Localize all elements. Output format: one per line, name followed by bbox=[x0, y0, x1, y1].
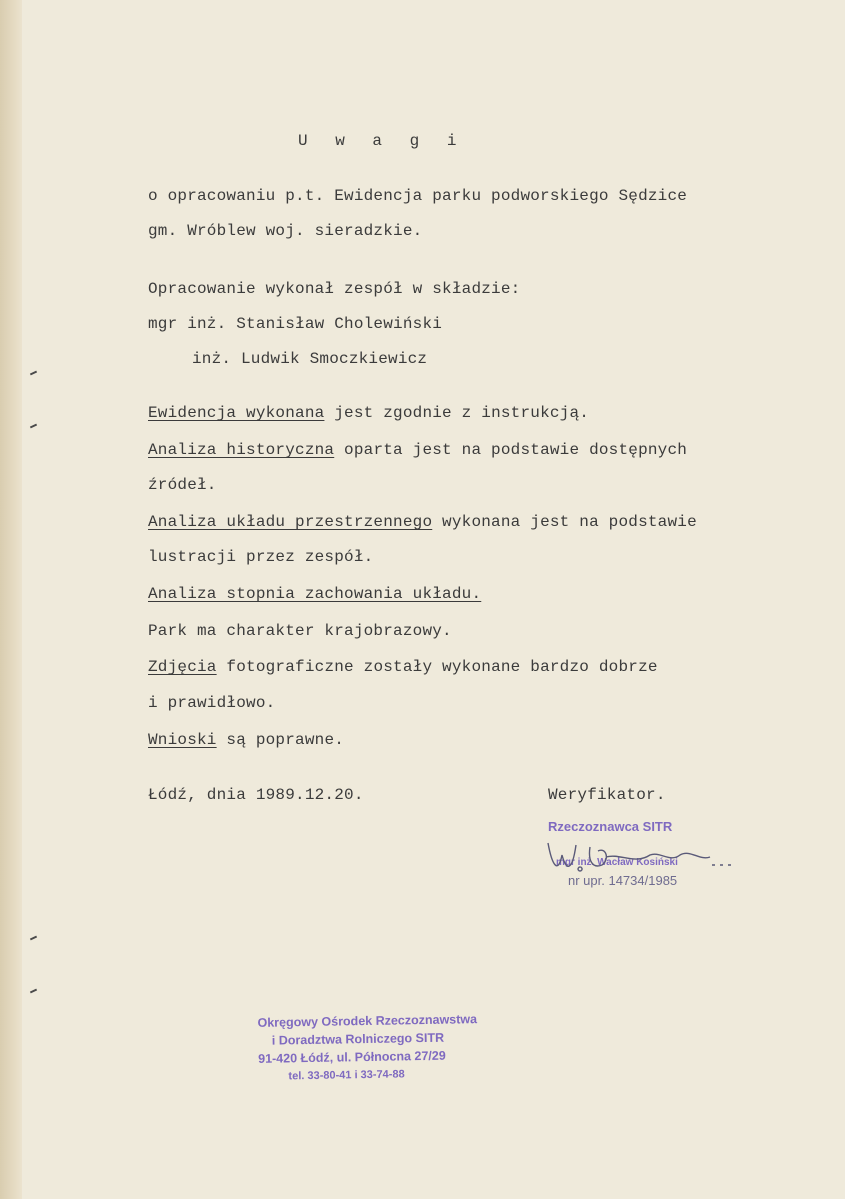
remark-3 bbox=[148, 513, 697, 531]
remark-1-text: jest zgodnie z instrukcją. bbox=[324, 404, 590, 422]
office-stamp-line-3: 91-420 Łódź, ul. Północna 27/29 bbox=[258, 1048, 446, 1066]
team-member-1: mgr inż. Stanisław Cholewiński bbox=[148, 315, 443, 333]
remark-7 bbox=[148, 731, 344, 749]
remark-3-heading: Analiza układu przestrzennego bbox=[148, 513, 433, 531]
remark-7-heading: Wnioski bbox=[148, 731, 217, 749]
subject-line-2: gm. Wróblew woj. sieradzkie. bbox=[148, 222, 423, 240]
margin-mark bbox=[30, 989, 37, 994]
remark-2 bbox=[148, 441, 687, 459]
office-stamp bbox=[257, 1010, 478, 1086]
remark-6-continuation: i prawidłowo. bbox=[148, 694, 276, 712]
remark-1-heading: Ewidencja wykonana bbox=[148, 404, 325, 422]
remark-2-continuation: źródeł. bbox=[148, 476, 217, 494]
remark-5: Park ma charakter krajobrazowy. bbox=[148, 622, 452, 640]
signature bbox=[540, 825, 760, 885]
margin-mark bbox=[30, 371, 37, 376]
remark-3-continuation: lustracji przez zespół. bbox=[148, 548, 374, 566]
office-stamp-line-1: Okręgowy Ośrodek Rzeczoznawstwa bbox=[257, 1012, 478, 1030]
office-stamp-line-2: i Doradztwa Rolniczego SITR bbox=[271, 1030, 445, 1048]
remark-2-text: oparta jest na podstawie dostępnych bbox=[334, 441, 688, 459]
remark-1 bbox=[148, 404, 589, 422]
margin-mark bbox=[30, 424, 37, 429]
remark-2-heading: Analiza historyczna bbox=[148, 441, 335, 459]
verifier-stamp-line-2: mgr inż. Wacław Kosiński bbox=[556, 857, 678, 868]
document-title: U w a g i bbox=[298, 132, 466, 150]
office-stamp-line-4: tel. 33-80-41 i 33-74-88 bbox=[288, 1068, 405, 1083]
verifier-label: Weryfikator. bbox=[548, 786, 666, 804]
remark-4 bbox=[148, 585, 481, 603]
page-left-edge bbox=[0, 0, 22, 1199]
subject-line-1: o opracowaniu p.t. Ewidencja parku podworskiego Sędzice bbox=[148, 187, 688, 205]
remark-7-text: są poprawne. bbox=[216, 731, 345, 749]
remark-6-heading: Zdjęcia bbox=[148, 658, 217, 676]
place-date: Łódź, dnia 1989.12.20. bbox=[148, 786, 364, 804]
margin-mark bbox=[30, 936, 37, 941]
verifier-stamp-line-1: Rzeczoznawca SITR bbox=[548, 819, 673, 834]
remark-6-text: fotograficzne zostały wykonane bardzo dobrze bbox=[216, 658, 658, 676]
verifier-stamp-line-3: nr upr. 14734/1985 bbox=[568, 873, 678, 888]
remark-4-heading: Analiza stopnia zachowania układu. bbox=[148, 585, 482, 603]
team-member-2: inż. Ludwik Smoczkiewicz bbox=[192, 350, 428, 368]
remark-3-text: wykonana jest na podstawie bbox=[432, 513, 697, 531]
remark-6 bbox=[148, 658, 658, 676]
team-intro: Opracowanie wykonał zespół w składzie: bbox=[148, 280, 521, 298]
